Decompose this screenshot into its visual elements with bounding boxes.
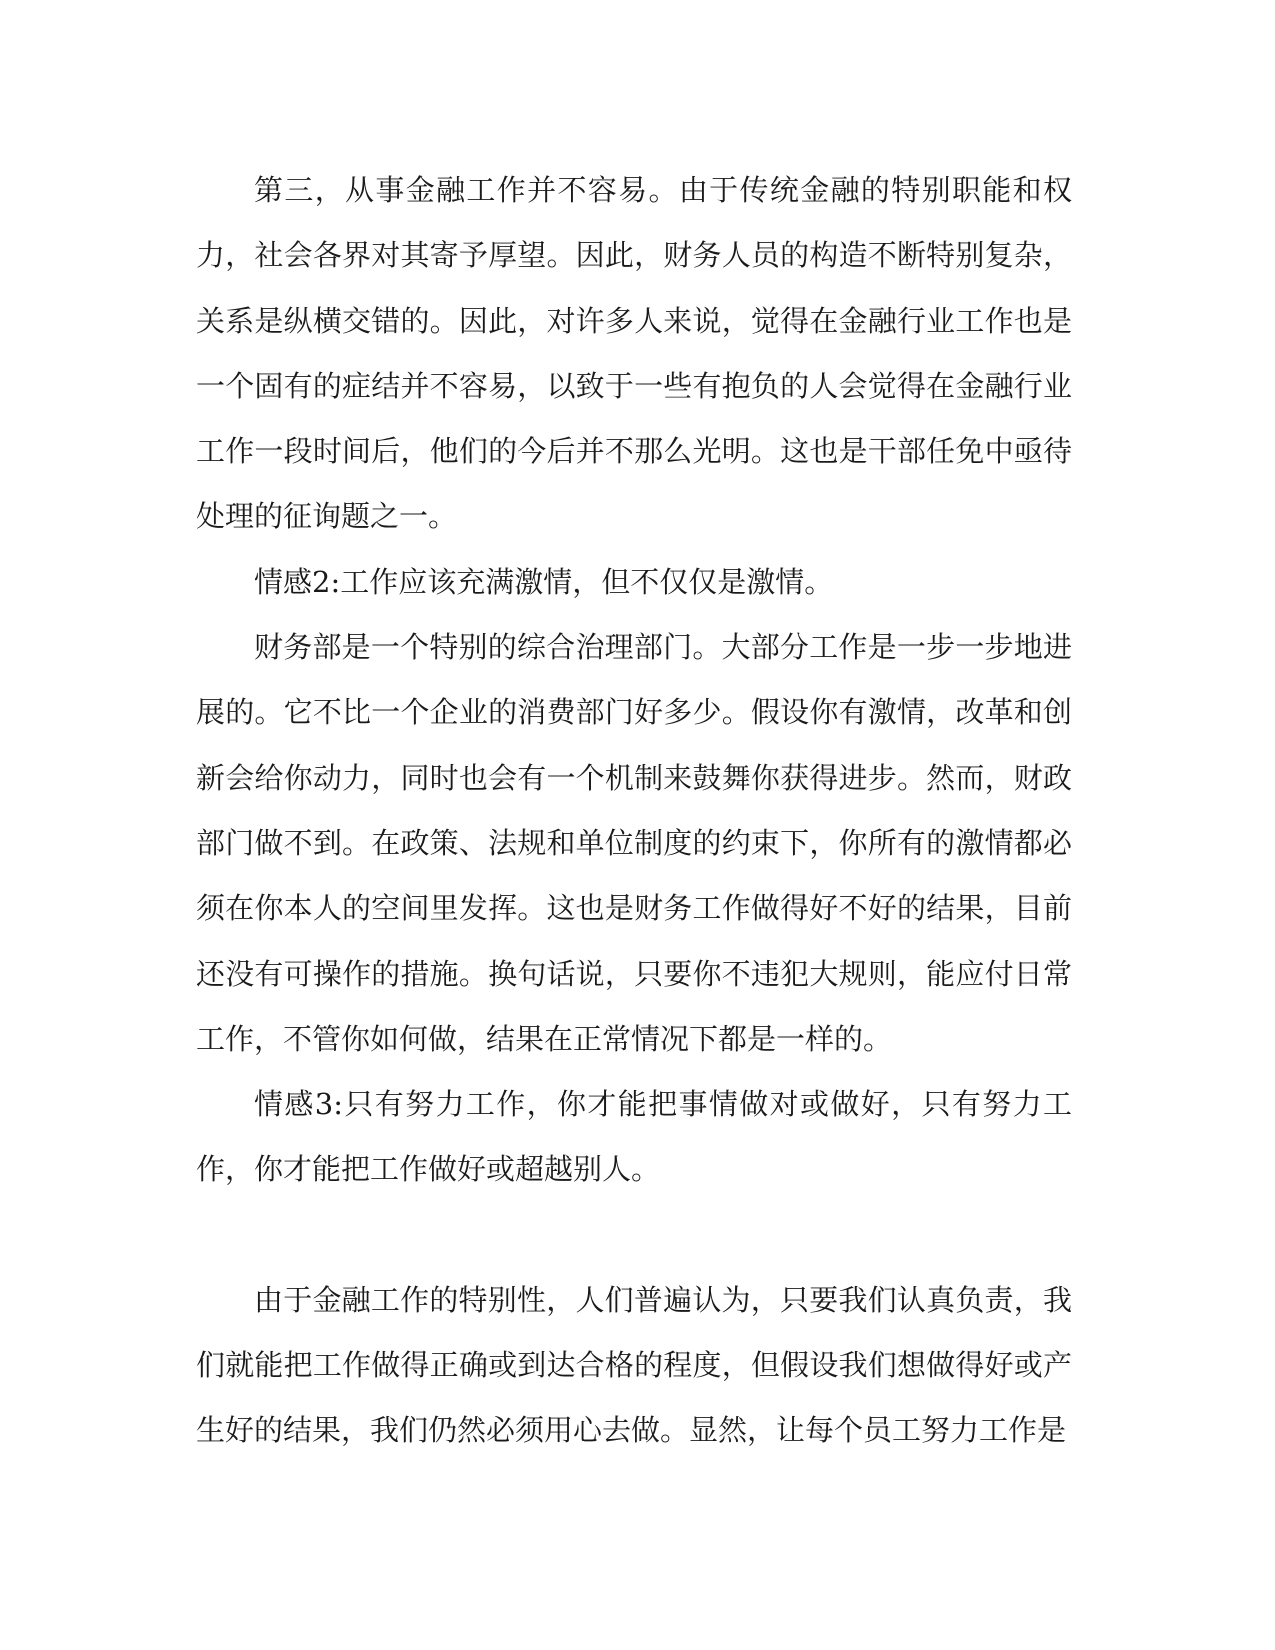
document-body: [196, 158, 1072, 1464]
paragraph-third-point: 第三，从事金融工作并不容易。由于传统金融的特别职能和权力，社会各界对其寄予厚望。因此，财务人员的构造不断特别复杂，关系是纵横交错的。因此，对许多人来说，觉得在金融行业工作也是一个固有的症结并不容易，以致于一些有抱负的人会觉得在金融行业工作一段时间后，他们的今后并不那么光明。这也是干部任免中亟待处理的征询题之一。: [196, 173, 1072, 534]
paragraph-finance-department: 财务部是一个特别的综合治理部门。大部分工作是一步一步地进展的。它不比一个企业的消费部门好多少。假设你有激情，改革和创新会给你动力，同时也会有一个机制来鼓舞你获得进步。然而，财政部门做不到。在政策、法规和单位制度的约束下，你所有的激情都必须在你本人的空间里发挥。这也是财务工作做得好不好的结果，目前还没有可操作的措施。换句话说，只要你不违犯大规则，能应付日常工作，不管你如何做，结果在正常情况下都是一样的。: [196, 630, 1072, 1056]
heading-emotion-3: 情感3:只有努力工作，你才能把事情做对或做好，只有努力工作，你才能把工作做好或超越别人。: [196, 1087, 1072, 1187]
paragraph-finance-work: 由于金融工作的特别性，人们普遍认为，只要我们认真负责，我们就能把工作做得正确或到达合格的程度，但假设我们想做得好或产生好的结果，我们仍然必须用心去做。显然，让每个员工努力工作是: [196, 1282, 1072, 1448]
heading-emotion-2: 情感2:工作应该充满激情，但不仅仅是激情。: [254, 564, 834, 599]
paragraph-spacer: [196, 1203, 1072, 1268]
